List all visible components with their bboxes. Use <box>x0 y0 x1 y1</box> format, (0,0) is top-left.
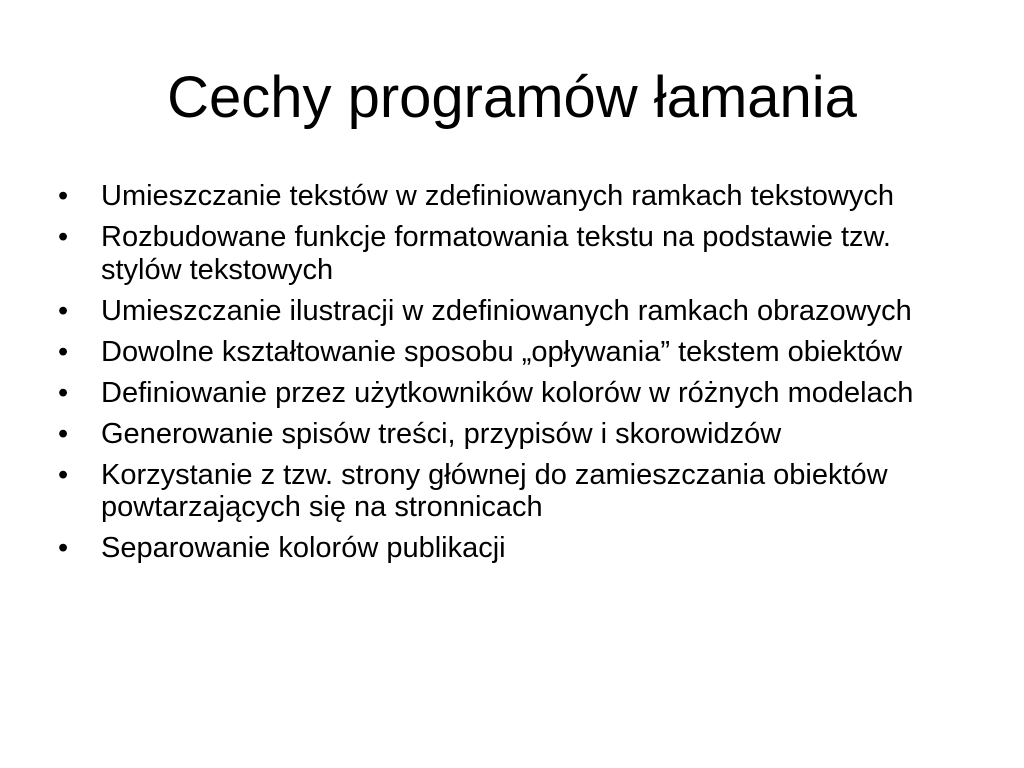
bullet-text: Korzystanie z tzw. strony głównej do zamieszczania obiektów powtarzających się na stronnicach <box>101 458 888 523</box>
bullet-text: Umieszczanie tekstów w zdefiniowanych ramkach tekstowych <box>101 180 894 212</box>
bullet-item <box>58 221 978 286</box>
bullet-item <box>58 336 978 369</box>
bullet-text: Dowolne kształtowanie sposobu „opływania” tekstem obiektów <box>101 335 903 368</box>
bullet-text: Umieszczanie ilustracji w zdefiniowanych ramkach obrazowych <box>101 294 912 327</box>
bullet-item <box>58 180 978 213</box>
bullet-icon: • <box>58 417 69 450</box>
bullet-item <box>58 532 978 565</box>
bullet-icon: • <box>58 532 69 564</box>
bullet-text: Definiowanie przez użytkowników kolorów w różnych modelach <box>101 376 914 409</box>
bullet-item <box>58 377 978 410</box>
bullet-text: Generowanie spisów treści, przypisów i skorowidzów <box>101 417 782 450</box>
bullet-icon: • <box>58 180 69 212</box>
bullet-list <box>58 180 978 573</box>
slide-title: Cechy programów łamania <box>167 65 857 130</box>
bullet-icon: • <box>58 294 69 327</box>
bullet-icon: • <box>58 376 69 409</box>
bullet-icon: • <box>58 335 69 368</box>
bullet-item <box>58 418 978 451</box>
bullet-icon: • <box>58 221 69 253</box>
bullet-text: Rozbudowane funkcje formatowania tekstu na podstawie tzw. stylów tekstowych <box>101 221 891 286</box>
bullet-item <box>58 459 978 524</box>
bullet-text: Separowanie kolorów publikacji <box>101 532 506 564</box>
bullet-icon: • <box>58 458 69 491</box>
bullet-item <box>58 295 978 328</box>
